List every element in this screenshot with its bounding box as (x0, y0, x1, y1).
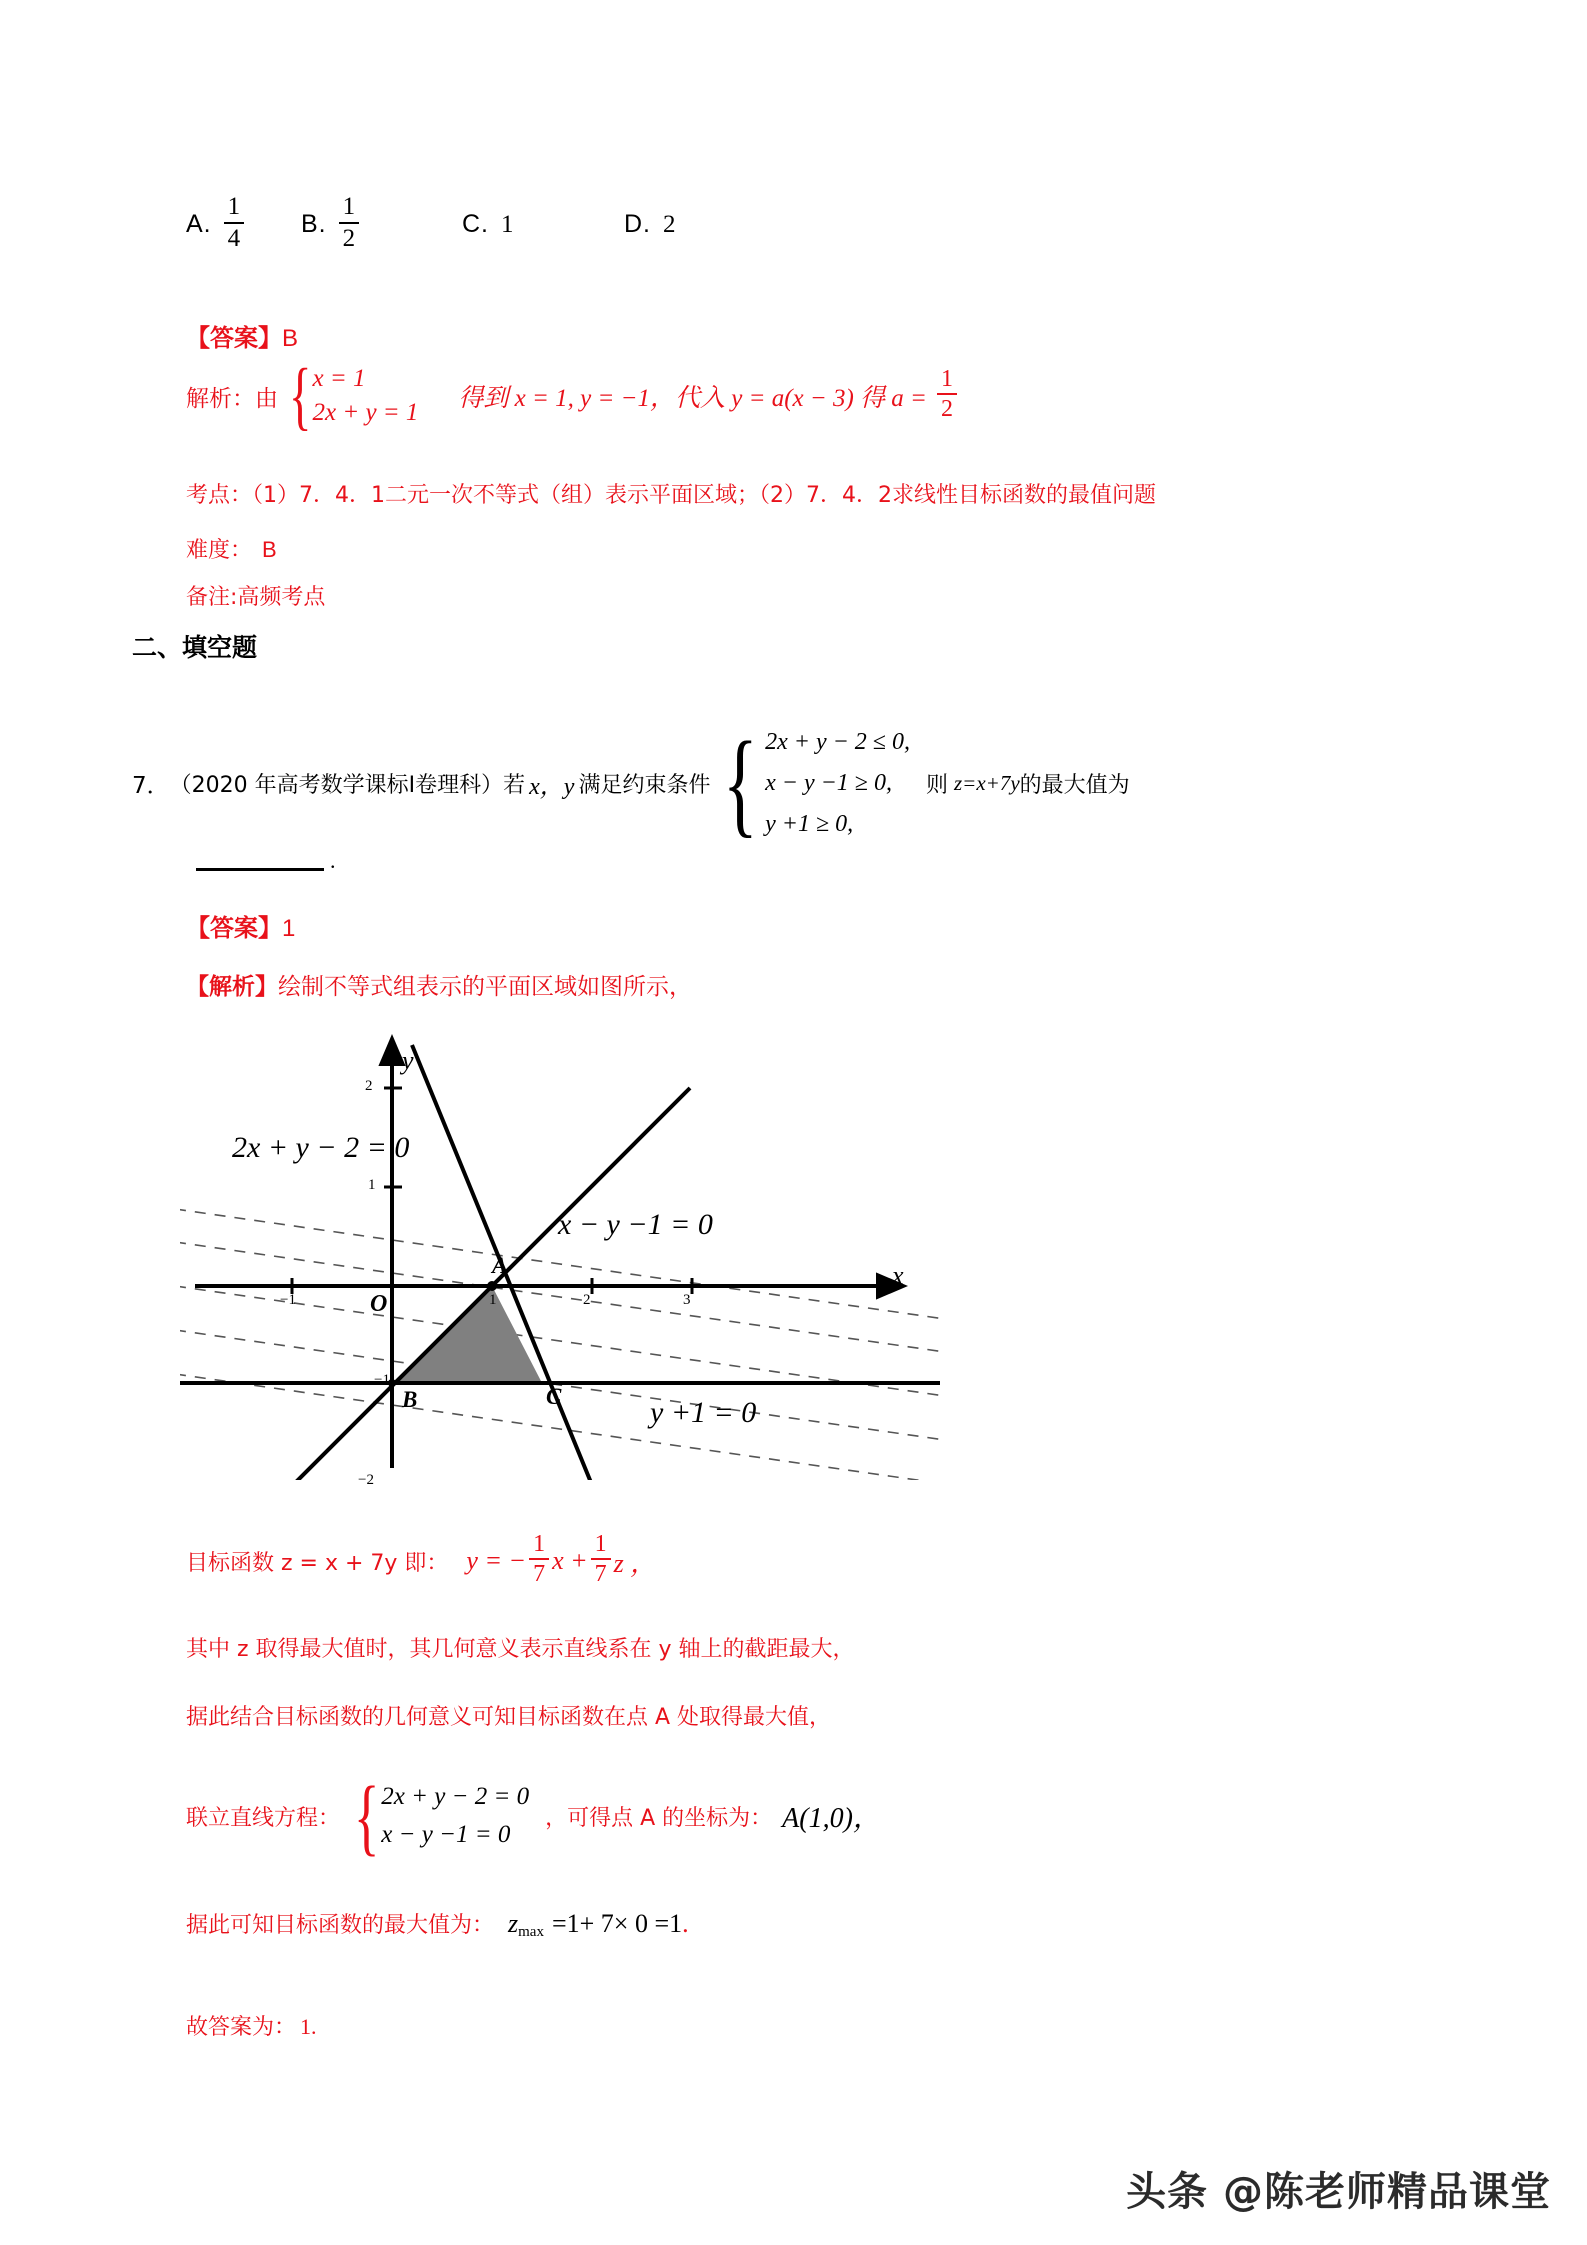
z-subscript: max (518, 1924, 544, 1940)
final-answer-line (186, 2010, 317, 2041)
x-axis-label: x (892, 1261, 904, 1290)
system-prefix: 联立直线方程： (186, 1805, 341, 1831)
watermark: 头条 @陈老师精品课堂 (1126, 2169, 1551, 2215)
line-label-x-minus-y-minus-1: x − y −1 = 0 (558, 1208, 713, 1241)
question7-then: 则 (925, 773, 948, 798)
question7-tail: 的最大值为 (1019, 773, 1130, 798)
fraction-denominator: 7 (533, 1561, 546, 1588)
kaodian-line: 考点：（1）7．4．1二元一次不等式（组）表示平面区域；（2）7．4．2求线性目标函数的最值问题 (186, 483, 1156, 508)
blank-period: . (330, 848, 336, 873)
question7-objective: z=x+7y (953, 771, 1020, 795)
answer-label: 【答案】 (186, 324, 282, 352)
origin-label: O (370, 1291, 388, 1317)
objective-tail: z ， (613, 1548, 657, 1578)
option-a-fraction (224, 194, 245, 251)
system-rows (381, 1778, 529, 1854)
constraint-1: 2x + y − 2 ≤ 0, (765, 729, 910, 755)
z-symbol: z (508, 1909, 519, 1938)
option-d[interactable] (624, 210, 676, 239)
simultaneous-equations-line (186, 1767, 881, 1864)
y-tick-label-2: 2 (365, 1078, 373, 1094)
question7-condition-text: 满足约束条件 (578, 773, 711, 798)
fraction-numerator: 1 (594, 1531, 607, 1557)
x-tick-label-3: 3 (683, 1292, 691, 1308)
answer-value: 1 (282, 915, 296, 942)
objective-function-line (186, 1531, 657, 1589)
question6-analysis (186, 353, 957, 438)
fraction-bar (339, 222, 360, 224)
y-axis-label: y (402, 1046, 414, 1075)
difficulty-label: 难度： (186, 538, 253, 563)
question7-statement (132, 717, 1130, 849)
explain-text: 绘制不等式组表示的平面区域如图所示， (278, 974, 692, 1000)
analysis-result-fraction (937, 367, 957, 422)
question7-constraint-system (712, 717, 910, 849)
explain-label: 【解析】 (186, 974, 278, 1000)
option-b-fraction (339, 194, 360, 251)
analysis-middle: 得到 x = 1, y = −1，代入 y = a(x − 3) 得 a = (458, 385, 927, 412)
result-denominator: 2 (940, 396, 953, 422)
x-tick-label-1: 1 (489, 1292, 497, 1308)
question7-vars: x，y (529, 774, 575, 800)
fraction-bar (529, 1558, 549, 1560)
option-b-label: B. (301, 210, 327, 238)
left-brace: { (723, 717, 759, 849)
fraction-numerator: 1 (533, 1531, 546, 1557)
option-d-label: D. (624, 210, 651, 238)
constraint-3: y +1 ≥ 0, (765, 811, 854, 837)
line-label-y-plus-1: y +1 = 0 (650, 1396, 757, 1429)
option-a[interactable] (186, 193, 244, 253)
remark-label: 备注: (186, 585, 238, 610)
result-numerator: 1 (940, 365, 953, 392)
system-suffix: ，可得点 A 的坐标为： (545, 1805, 773, 1831)
conclusion-line: 据此结合目标函数的几何意义可知目标函数在点 A 处取得最大值， (186, 1705, 832, 1730)
difficulty-line (186, 533, 277, 564)
fraction-bar (591, 1558, 611, 1560)
constraint-rows (765, 722, 910, 845)
option-b-numerator: 1 (342, 193, 356, 220)
answer-label: 【答案】 (186, 914, 282, 942)
option-b[interactable] (301, 193, 359, 253)
question7-explain-row (186, 968, 692, 1001)
difficulty-value: B (262, 537, 277, 562)
analysis-system (282, 353, 419, 438)
left-brace: { (353, 1767, 380, 1864)
geometry-meaning-line: 其中 z 取得最大值时，其几何意义表示直线系在 y 轴上的截距最大， (186, 1637, 855, 1662)
max-expression: =1+ 7× 0 =1 (551, 1909, 683, 1938)
remark-value: 高频考点 (237, 585, 326, 610)
objective-prefix: 目标函数 z = x + 7y 即： (186, 1550, 449, 1576)
fraction-bar (224, 222, 245, 224)
objective-eq-lead: y = − (466, 1546, 527, 1576)
simultaneous-system (346, 1767, 530, 1864)
fraction-denominator: 7 (594, 1561, 607, 1588)
option-a-label: A. (186, 210, 212, 238)
system-rows (312, 362, 418, 430)
line-label-2x-plus-y-minus-2: 2x + y − 2 = 0 (232, 1131, 410, 1164)
point-a-coordinates: A(1,0)， (782, 1803, 881, 1834)
option-c-value: 1 (501, 210, 514, 238)
option-a-numerator: 1 (227, 193, 241, 220)
feasible-region-figure (180, 1020, 940, 1488)
option-c[interactable] (462, 210, 514, 239)
question6-answer-row (186, 318, 298, 353)
objective-fraction-2 (591, 1532, 611, 1587)
objective-fraction-1 (529, 1532, 549, 1587)
option-d-value: 2 (663, 210, 676, 238)
question6-options (186, 193, 1086, 266)
system-equation-1: 2x + y − 2 = 0 (381, 1783, 530, 1810)
option-a-denominator: 4 (227, 224, 241, 252)
section-heading: 二、填空题 (132, 633, 258, 662)
final-answer-value: 1. (300, 2014, 317, 2039)
answer-value: B (282, 325, 299, 352)
max-prefix: 据此可知目标函数的最大值为： (186, 1913, 495, 1938)
figure-svg (180, 1020, 940, 1480)
option-b-denominator: 2 (342, 224, 356, 252)
question7-source: （2020 年高考数学课标Ⅰ卷理科）若 (169, 773, 526, 798)
remark-line (186, 580, 325, 611)
analysis-prefix: 解析：由 (186, 385, 278, 412)
fraction-bar (937, 393, 957, 395)
objective-mid: x + (552, 1546, 588, 1576)
level-line-family (180, 1209, 940, 1480)
y-tick-label-minus1: −1 (374, 1372, 390, 1388)
question7-answer-row (186, 908, 295, 943)
left-brace: { (288, 353, 312, 438)
vertex-label-a: A (492, 1253, 508, 1278)
answer-blank[interactable] (196, 868, 324, 871)
vertex-label-c: C (546, 1384, 562, 1409)
question7-number: 7． (132, 773, 170, 799)
max-value-line (186, 1908, 689, 1939)
vertex-dot-a (487, 1281, 497, 1291)
system-equation-2: x − y −1 = 0 (381, 1821, 511, 1848)
y-tick-label-1: 1 (368, 1177, 376, 1193)
option-c-label: C. (462, 210, 489, 238)
final-answer-prefix: 故答案为： (186, 2015, 297, 2040)
x-tick-label-2: 2 (583, 1292, 591, 1308)
vertex-label-b: B (402, 1387, 418, 1412)
constraint-2: x − y −1 ≥ 0, (765, 770, 892, 796)
system-equation-2: 2x + y = 1 (312, 399, 419, 426)
system-equation-1: x = 1 (312, 365, 366, 392)
x-tick-label-minus1: −1 (280, 1292, 296, 1308)
max-period: . (682, 1909, 689, 1938)
y-tick-label-minus2: −2 (358, 1472, 374, 1488)
